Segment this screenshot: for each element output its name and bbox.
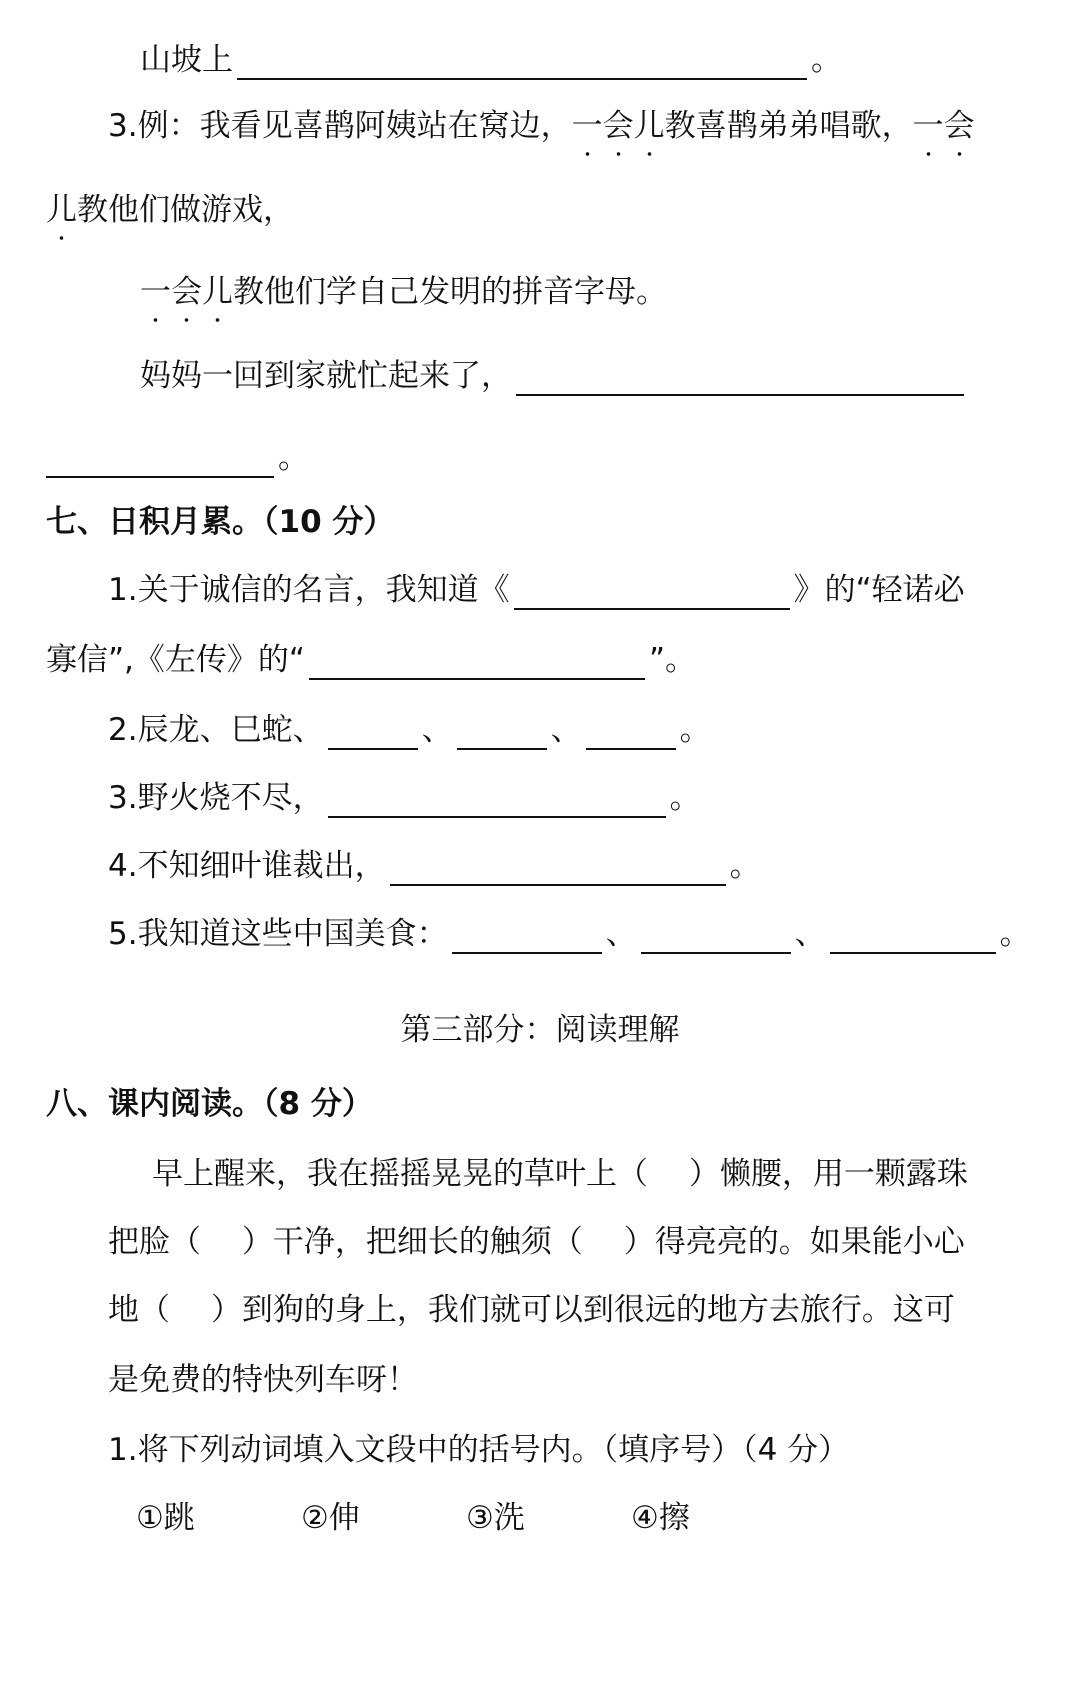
dotted-emphasis: 一会儿: [571, 108, 665, 144]
reading-paragraph-line4: 是免费的特快列车呀！: [108, 1362, 418, 1398]
reading-paragraph-line3: 地（ ）到狗的身上，我们就可以到很远的地方去旅行。这可: [108, 1292, 955, 1328]
verb-choices: [136, 1498, 796, 1538]
blank[interactable]: [516, 360, 964, 396]
section-8-title: 八、课内阅读。（8 分）: [46, 1086, 373, 1122]
q3-task-line2: 。: [46, 438, 309, 478]
s7-q1-line2: 寡信”,《左传》的“ ”。: [46, 642, 697, 678]
choice-3: ③洗: [466, 1500, 525, 1536]
blank[interactable]: [328, 782, 666, 818]
blank[interactable]: [237, 44, 807, 80]
s7-q4: 4.不知细叶谁裁出， 。: [108, 848, 761, 884]
part-3-title: 第三部分：阅读理解: [400, 1012, 680, 1048]
reading-paragraph-line2: 把脸（ ）干净，把细长的触须（ ）得亮亮的。如果能小心: [108, 1224, 965, 1260]
blank[interactable]: [830, 918, 996, 954]
dotted-emphasis: 儿: [46, 192, 77, 228]
q3-example-line3: 一会儿教他们学自己发明的拼音字母。: [140, 274, 667, 310]
s7-q2: 2.辰龙、巳蛇、 、 、 。: [108, 712, 711, 748]
blank[interactable]: [390, 850, 726, 886]
blank[interactable]: [309, 644, 645, 680]
s7-q3: 3.野火烧不尽， 。: [108, 780, 701, 816]
blank[interactable]: [586, 714, 676, 750]
dotted-emphasis: 一会儿: [140, 274, 233, 310]
section-7-title: 七、日积月累。（10 分）: [46, 504, 395, 540]
s7-q5: 5.我知道这些中国美食： 、 、 。: [108, 916, 1031, 952]
blank[interactable]: [452, 918, 602, 954]
choice-1: ①跳: [136, 1500, 195, 1536]
s7-q1-line1: 1.关于诚信的名言，我知道《 》的“轻诺必: [108, 572, 965, 608]
blank[interactable]: [641, 918, 791, 954]
blank[interactable]: [457, 714, 547, 750]
reading-paragraph-line1: 早上醒来，我在摇摇晃晃的草叶上（ ）懒腰，用一颗露珠: [152, 1156, 968, 1192]
q3-example-line1: 3.例：我看见喜鹊阿姨站在窝边，一会儿教喜鹊弟弟唱歌，一会: [108, 108, 975, 144]
s8-q1: 1.将下列动词填入文段中的括号内。（填序号）（4 分）: [108, 1432, 850, 1468]
q3-example-line2: 儿教他们做游戏，: [46, 192, 294, 228]
blank[interactable]: [328, 714, 418, 750]
dotted-emphasis: 一会: [912, 108, 975, 144]
choice-2: ②伸: [301, 1500, 360, 1536]
q3-task-line1: 妈妈一回到家就忙起来了，: [140, 356, 968, 396]
blank[interactable]: [514, 574, 790, 610]
choice-4: ④擦: [631, 1500, 690, 1536]
blank[interactable]: [46, 442, 274, 478]
answer-line-shanpo: 山坡上 。: [140, 42, 842, 78]
